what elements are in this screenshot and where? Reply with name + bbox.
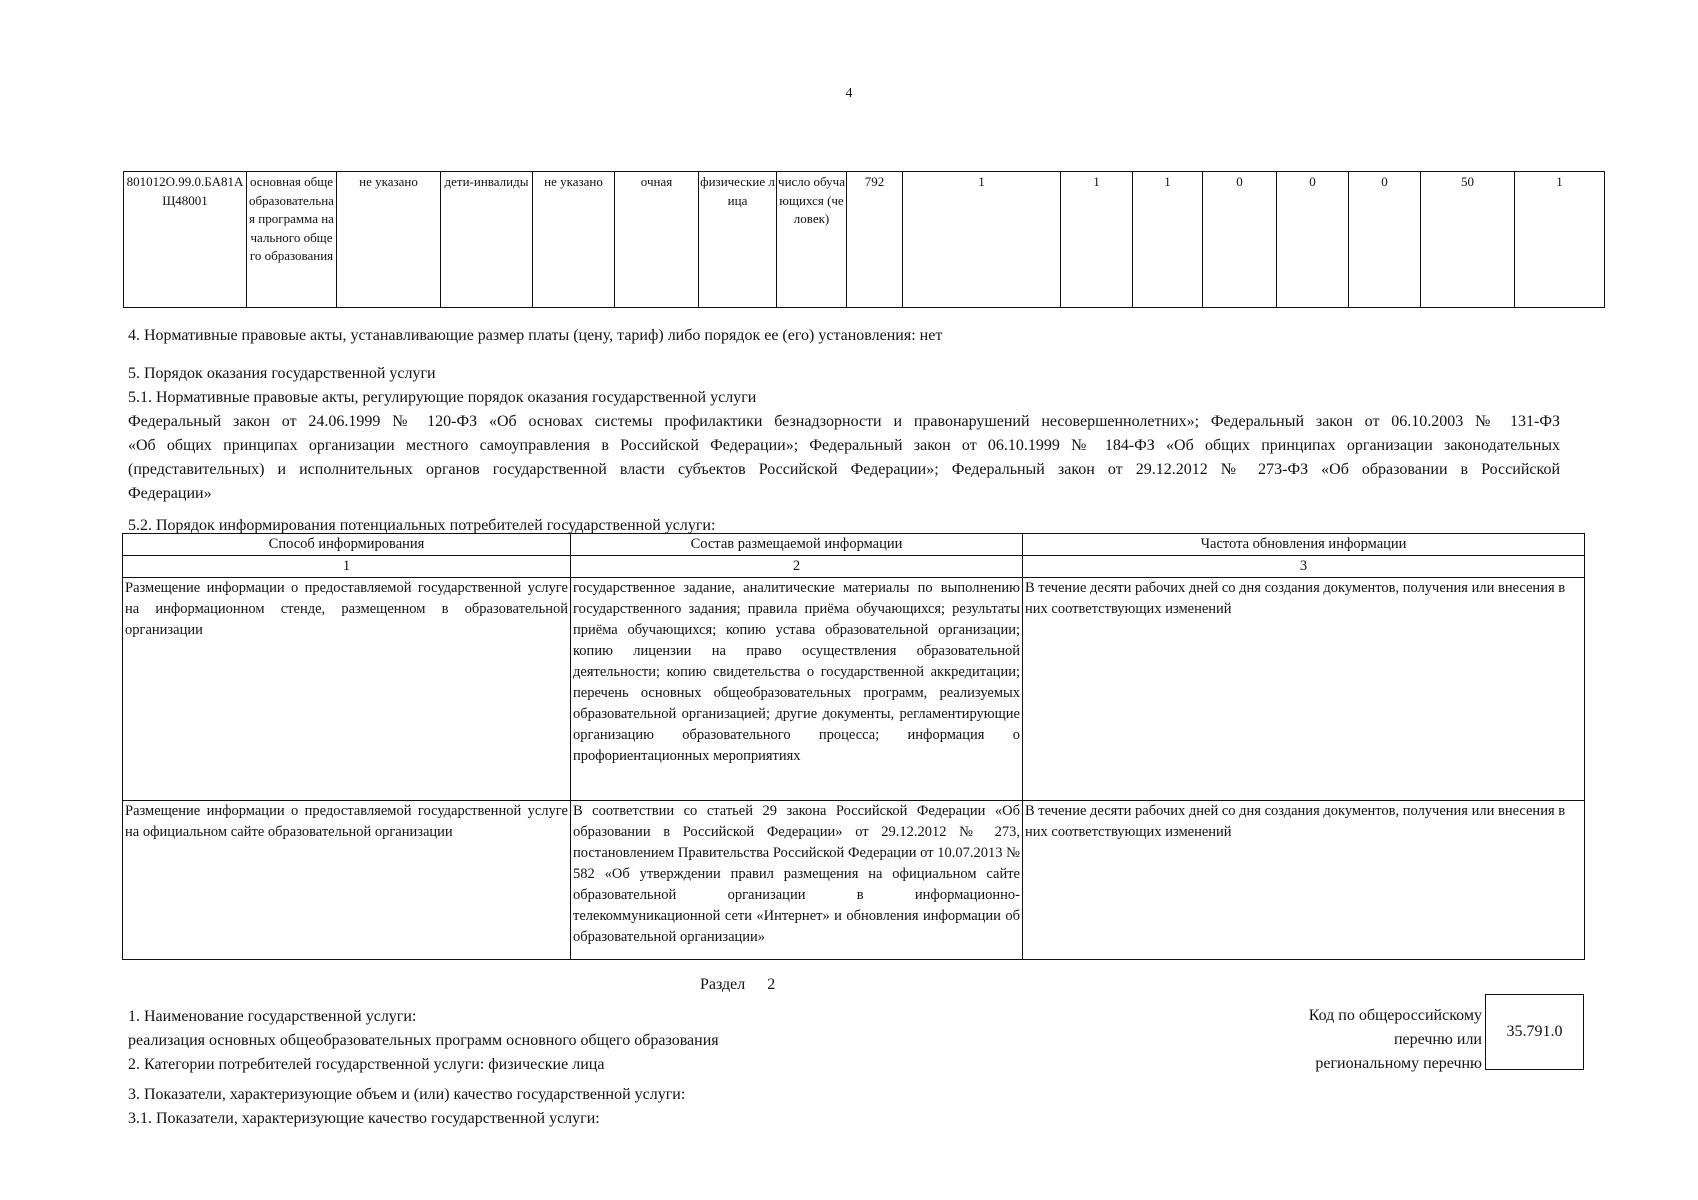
table-number-row [123, 556, 1585, 578]
table-cell: не указано [337, 172, 441, 308]
table-cell: 1 [903, 172, 1061, 308]
service-volume-table [123, 171, 1605, 308]
section-5-title: 5. Порядок оказания государственной услуги [128, 365, 436, 382]
laws-line: «Об общих принципах организации местного самоуправления в Российской Федерации»; Федеральный закон от 06.10.1999 № 184-ФЗ «Об общих принципах организации законодательных [128, 437, 1560, 454]
table-header-row [123, 534, 1585, 556]
section-4-text [128, 324, 942, 348]
column-number: 3 [1023, 556, 1585, 578]
page-number: 4 [845, 86, 853, 101]
column-number: 2 [571, 556, 1023, 578]
section-4-line: 4. Нормативные правовые акты, устанавливающие размер платы (цену, тариф) либо порядок ее (его) установления: нет [128, 327, 943, 344]
quality-line: 3.1. Показатели, характеризующие качество государственной услуги: [128, 1110, 600, 1127]
info-method-cell: Размещение информации о предоставляемой государственной услуге на официальном сайте образовательной организации [123, 801, 571, 960]
section-number: 2 [767, 976, 776, 993]
info-method-cell: Размещение информации о предоставляемой государственной услуге на информационном стенде, размещенном в образовательной организации [123, 578, 571, 801]
consumers-line: 2. Категории потребителей государственной услуги: физические лица [128, 1056, 605, 1073]
info-content-cell: государственное задание, аналитические материалы по выполнению государственного задания; правила приёма обучающихся; результаты приёма обучающихся; копию устава образовательной организации; копию лицензии на право осуществления образовательной деятельности; копию свидетельства о государственной аккредитации; перечень основных общеобразовательных программ, реализуемых образовательной организацией; другие документы, регламентирующие организацию образовательного процесса; информация о профориентационных мероприятиях [571, 578, 1023, 801]
table-cell: дети-инвалиды [441, 172, 533, 308]
code-label-line: региональному перечню [1315, 1055, 1482, 1072]
code-value: 35.791.0 [1506, 1023, 1563, 1040]
info-frequency-cell: В течение десяти рабочих дней со дня создания документов, получения или внесения в них соответствующих изменений [1023, 801, 1585, 960]
section-2-block [128, 1005, 719, 1131]
service-name-label: 1. Наименование государственной услуги: [128, 1008, 417, 1025]
section-label: Раздел [700, 976, 746, 993]
code-label [1309, 1004, 1482, 1076]
table-cell: 801012О.99.0.БА81АЩ48001 [124, 172, 247, 308]
table-cell: 1 [1061, 172, 1133, 308]
table-cell: число обучающихся (человек) [777, 172, 847, 308]
table-row [123, 578, 1585, 801]
table-cell: физические лица [699, 172, 777, 308]
table-cell: 0 [1203, 172, 1277, 308]
section-5-2-line: 5.2. Порядок информирования потенциальных потребителей государственной услуги: [128, 517, 716, 534]
table-cell: 50 [1421, 172, 1515, 308]
laws-line: Федерации» [128, 485, 212, 502]
table-cell: 0 [1277, 172, 1349, 308]
code-value-box [1485, 994, 1584, 1070]
column-number: 1 [123, 556, 571, 578]
table-cell: 1 [1133, 172, 1203, 308]
table-cell: очная [615, 172, 699, 308]
table-cell: основная общеобразовательная программа начального общего образования [247, 172, 337, 308]
table-row [123, 801, 1585, 960]
column-header: Состав размещаемой информации [571, 534, 1023, 556]
table-cell: не указано [533, 172, 615, 308]
laws-line: Федеральный закон от 24.06.1999 № 120-ФЗ «Об основах системы профилактики безнадзорности и правонарушений несовершеннолетних»; Федеральный закон от 06.10.2003 № 131-ФЗ [128, 413, 1560, 430]
indicators-line: 3. Показатели, характеризующие объем и (или) качество государственной услуги: [128, 1086, 686, 1103]
table-row [124, 172, 1605, 308]
section-5-1-title: 5.1. Нормативные правовые акты, регулирующие порядок оказания государственной услуги [128, 389, 757, 406]
service-name-value: реализация основных общеобразовательных программ основного общего образования [128, 1032, 719, 1049]
info-table [122, 533, 1585, 960]
table-cell: 792 [847, 172, 903, 308]
section-5-block [128, 362, 1560, 506]
column-header: Способ информирования [123, 534, 571, 556]
section-heading [700, 976, 775, 994]
table-cell: 1 [1515, 172, 1605, 308]
code-label-line: перечню или [1393, 1031, 1482, 1048]
info-content-cell: В соответствии со статьей 29 закона Российской Федерации «Об образовании в Российской Федерации» от 29.12.2012 № 273, постановлением Правительства Российской Федерации от 10.07.2013 № 582 «Об утверждении правил размещения на официальном сайте образовательной организации в информационно-телекоммуникационной сети «Интернет» и обновления информации об образовательной организации» [571, 801, 1023, 960]
table-cell: 0 [1349, 172, 1421, 308]
laws-line: (представительных) и исполнительных органов государственной власти субъектов Российской Федерации»; Федеральный закон от 29.12.2012 № 273-ФЗ «Об образовании в Российской [128, 461, 1560, 478]
info-frequency-cell: В течение десяти рабочих дней со дня создания документов, получения или внесения в них соответствующих изменений [1023, 578, 1585, 801]
code-label-line: Код по общероссийскому [1308, 1007, 1482, 1024]
column-header: Частота обновления информации [1023, 534, 1585, 556]
